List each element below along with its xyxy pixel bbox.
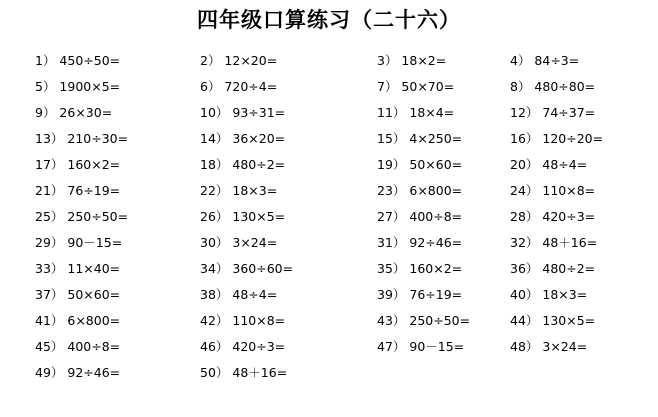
problem-item: 45） 400÷8= [35,339,121,354]
problem-item: 31） 92÷46= [377,235,463,250]
problem-item: 23） 6×800= [377,183,463,198]
problem-item: 48） 3×24= [510,339,588,354]
problem-item: 1） 450÷50= [35,53,121,68]
problem-item: 4） 84÷3= [510,53,580,68]
problem-item: 35） 160×2= [377,261,463,276]
problem-item: 11） 18×4= [377,105,455,120]
problem-item: 41） 6×800= [35,313,121,328]
problem-item: 32） 48＋16= [510,235,598,250]
problem-item: 14） 36×20= [200,131,286,146]
problem-item: 13） 210÷30= [35,131,129,146]
problem-item: 49） 92÷46= [35,365,121,380]
problem-item: 29） 90－15= [35,235,123,250]
problem-item: 34） 360÷60= [200,261,294,276]
problem-item: 20） 48÷4= [510,157,588,172]
problem-item: 24） 110×8= [510,183,596,198]
problem-item: 5） 1900×5= [35,79,121,94]
problem-item: 36） 480÷2= [510,261,596,276]
problem-item: 46） 420÷3= [200,339,286,354]
problem-grid [0,52,658,402]
problem-item: 15） 4×250= [377,131,463,146]
problem-item: 43） 250÷50= [377,313,471,328]
problem-item: 28） 420÷3= [510,209,596,224]
problem-item: 10） 93÷31= [200,105,286,120]
problem-item: 6） 720÷4= [200,79,278,94]
problem-item: 26） 130×5= [200,209,286,224]
problem-item: 17） 160×2= [35,157,121,172]
problem-item: 30） 3×24= [200,235,278,250]
problem-item: 42） 110×8= [200,313,286,328]
problem-item: 39） 76÷19= [377,287,463,302]
problem-item: 47） 90－15= [377,339,465,354]
problem-item: 21） 76÷19= [35,183,121,198]
problem-item: 18） 480÷2= [200,157,286,172]
problem-item: 3） 18×2= [377,53,447,68]
worksheet-title: 四年级口算练习（二十六） [197,7,461,32]
problem-item: 50） 48＋16= [200,365,288,380]
problem-item: 38） 48÷4= [200,287,278,302]
problem-item: 27） 400÷8= [377,209,463,224]
problem-item: 7） 50×70= [377,79,455,94]
problem-item: 9） 26×30= [35,105,113,120]
problem-item: 37） 50×60= [35,287,121,302]
problem-item: 16） 120÷20= [510,131,604,146]
problem-item: 22） 18×3= [200,183,278,198]
problem-item: 40） 18×3= [510,287,588,302]
problem-item: 33） 11×40= [35,261,121,276]
problem-item: 44） 130×5= [510,313,596,328]
problem-item: 12） 74÷37= [510,105,596,120]
problem-item: 2） 12×20= [200,53,278,68]
problem-item: 25） 250÷50= [35,209,129,224]
problem-item: 19） 50×60= [377,157,463,172]
problem-item: 8） 480÷80= [510,79,596,94]
